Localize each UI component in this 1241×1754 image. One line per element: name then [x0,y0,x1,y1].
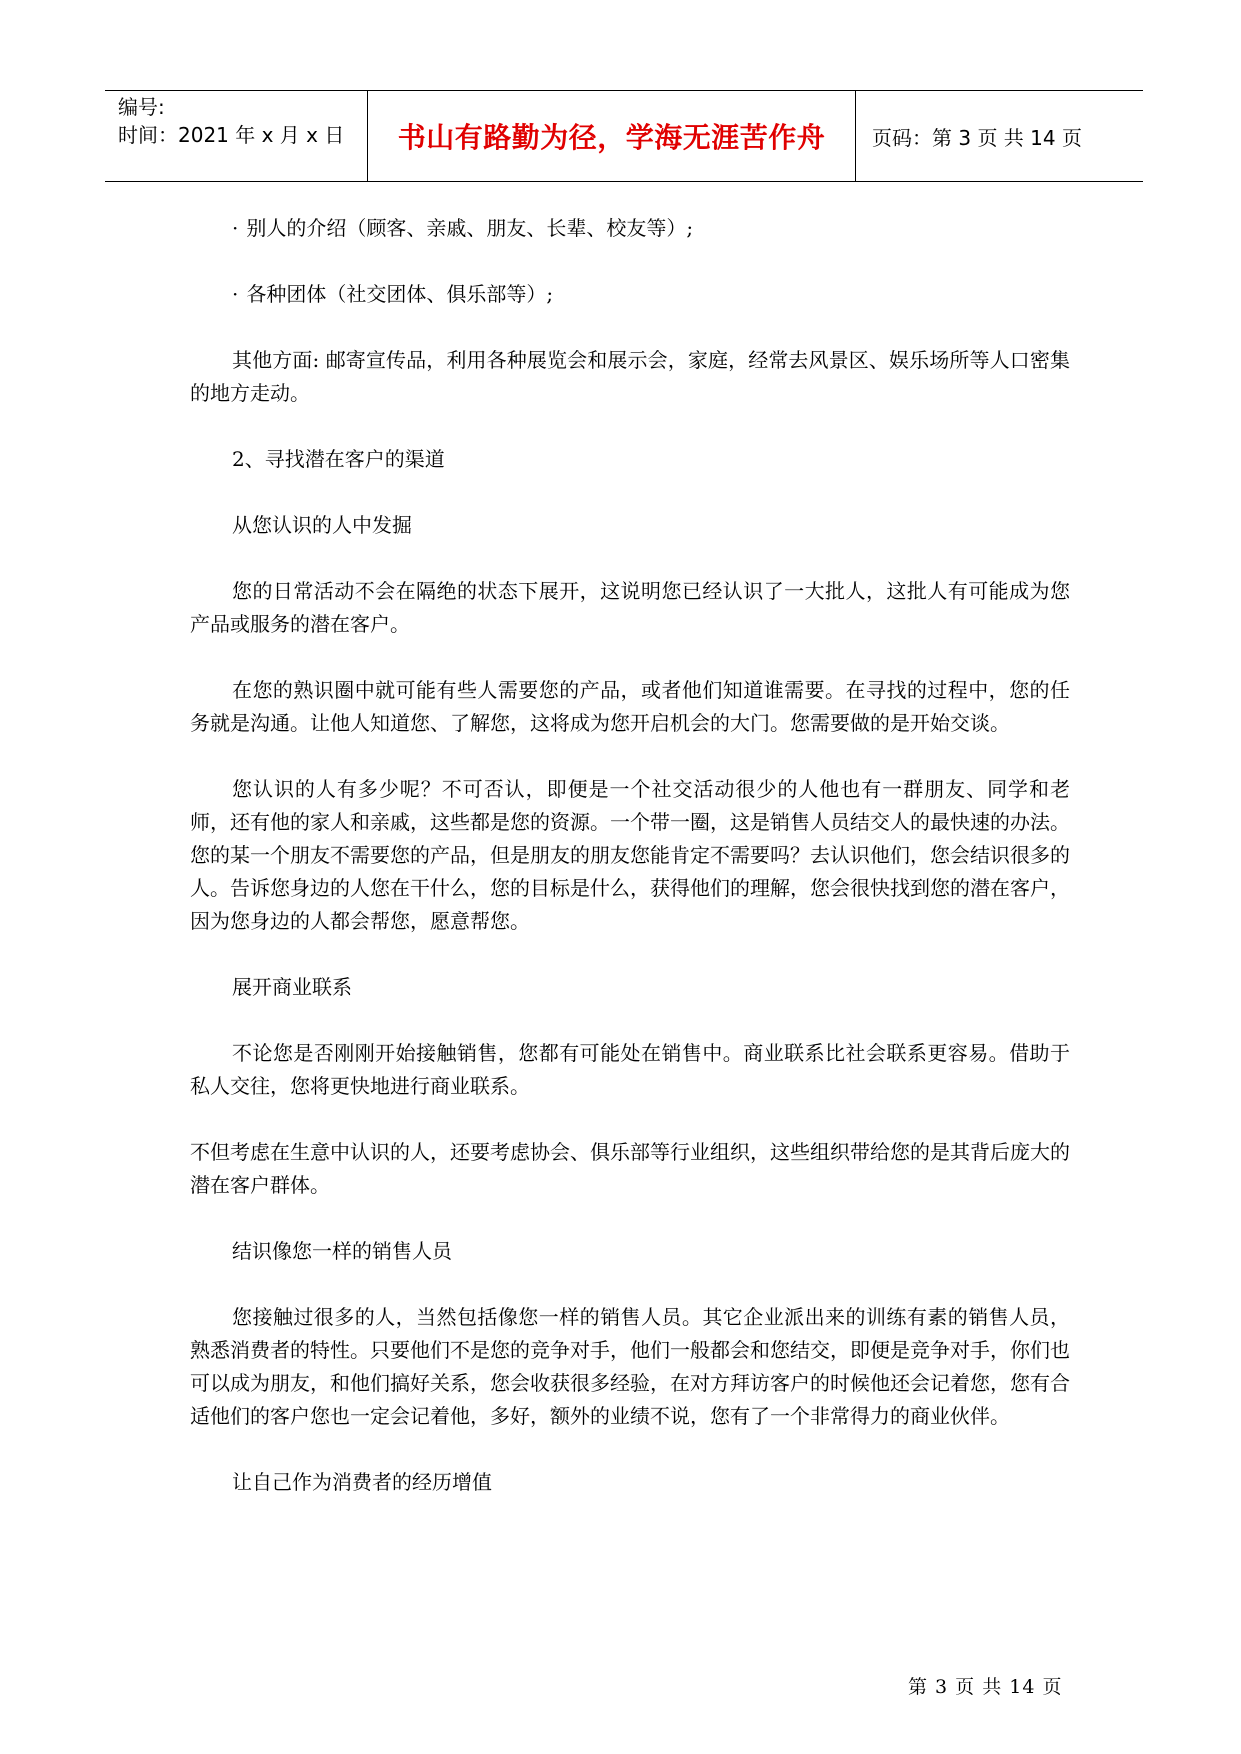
section-heading: 2、寻找潜在客户的渠道 [232,447,445,471]
bullet-item [190,212,1070,245]
subheading: 展开商业联系 [232,975,352,999]
header-motto: 书山有路勤为径，学海无涯苦作舟 [368,91,856,181]
bullet-item [190,278,1070,311]
page-header [105,90,1143,182]
paragraph: 您的日常活动不会在隔绝的状态下展开，这说明您已经认识了一大批人，这批人有可能成为您产品或服务的潜在客户。 [190,579,1070,636]
document-body [190,212,1070,1532]
bullet-dot: · [232,216,239,240]
paragraph: 您接触过很多的人，当然包括像您一样的销售人员。其它企业派出来的训练有素的销售人员，熟悉消费者的特性。只要他们不是您的竞争对手，他们一般都会和您结交，即便是竞争对手，你们也可以成为朋友，和他们搞好关系，您会收获很多经验，在对方拜访客户的时候他还会记着您，您有合适他们的客户您也一定会记着他，多好，额外的业绩不说，您有了一个非常得力的商业伙伴。 [190,1305,1070,1428]
page-footer: 第 3 页 共 14 页 [908,1676,1063,1698]
paragraph: 在您的熟识圈中就可能有些人需要您的产品，或者他们知道谁需要。在寻找的过程中，您的任务就是沟通。让他人知道您、了解您，这将成为您开启机会的大门。您需要做的是开始交谈。 [190,678,1070,735]
bullet-text: 别人的介绍（顾客、亲戚、朋友、长辈、校友等）; [246,216,694,240]
bullet-dot: · [232,282,239,306]
subheading: 从您认识的人中发掘 [232,513,412,537]
paragraph: 其他方面: 邮寄宣传品，利用各种展览会和展示会，家庭，经常去风景区、娱乐场所等人口密集的地方走动。 [190,348,1070,405]
time-label: 时间：2021 年 x 月 x 日 [118,123,345,147]
subheading: 结识像您一样的销售人员 [232,1239,452,1263]
paragraph: 您认识的人有多少呢？不可否认，即便是一个社交活动很少的人他也有一群朋友、同学和老师，还有他的家人和亲戚，这些都是您的资源。一个带一圈，这是销售人员结交人的最快速的办法。您的某一个朋友不需要您的产品，但是朋友的朋友您能肯定不需要吗？去认识他们，您会结识很多的人。告诉您身边的人您在干什么，您的目标是什么，获得他们的理解，您会很快找到您的潜在客户，因为您身边的人都会帮您，愿意帮您。 [190,777,1070,933]
header-meta [105,91,368,181]
subheading: 让自己作为消费者的经历增值 [232,1470,492,1494]
paragraph: 不但考虑在生意中认识的人，还要考虑协会、俱乐部等行业组织，这些组织带给您的是其背后庞大的潜在客户群体。 [190,1140,1070,1197]
header-page-code: 页码：第 3 页 共 14 页 [872,125,1082,150]
bullet-text: 各种团体（社交团体、俱乐部等）; [246,282,554,306]
paragraph: 不论您是否刚刚开始接触销售，您都有可能处在销售中。商业联系比社会联系更容易。借助于私人交往，您将更快地进行商业联系。 [190,1041,1070,1098]
number-label: 编号: [118,95,165,119]
